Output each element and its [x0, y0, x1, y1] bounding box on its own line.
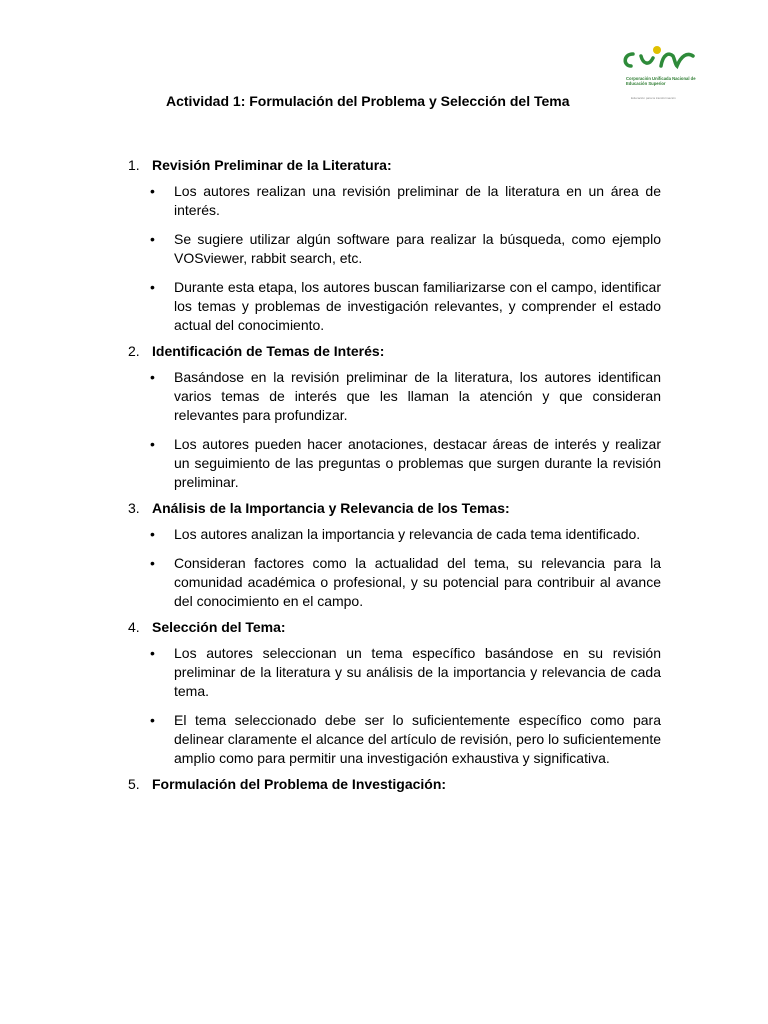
logo-tagline: Educación para la transformación	[631, 96, 676, 100]
list-item	[128, 711, 661, 768]
section-1	[128, 156, 661, 335]
section-number: 2.	[128, 343, 140, 359]
list-item	[128, 644, 661, 701]
list-item	[128, 278, 661, 335]
section-heading-text: Identificación de Temas de Interés:	[152, 343, 385, 359]
bullet-text: Los autores realizan una revisión preliminar de la literatura en un área de interés.	[174, 183, 661, 218]
bullet-text: Los autores pueden hacer anotaciones, destacar áreas de interés y realizar un seguimiento de las preguntas o problemas que surgen durante la revisión preliminar.	[174, 436, 661, 490]
logo-subtitle: Corporación Unificada Nacional de Educación Superior	[626, 76, 696, 86]
logo-yellow-dot	[653, 46, 661, 54]
list-item	[128, 182, 661, 220]
section-heading-text: Análisis de la Importancia y Relevancia de los Temas:	[152, 500, 510, 516]
bullet-icon: •	[150, 555, 155, 571]
bullet-icon: •	[150, 231, 155, 247]
section-number: 1.	[128, 157, 140, 173]
section-2	[128, 342, 661, 492]
list-item	[128, 525, 661, 544]
section-5	[128, 775, 661, 794]
document-body	[128, 156, 661, 801]
bullet-icon: •	[150, 436, 155, 452]
section-number: 3.	[128, 500, 140, 516]
list-item	[128, 230, 661, 268]
section-heading	[128, 156, 661, 175]
section-number: 4.	[128, 619, 140, 635]
section-heading	[128, 342, 661, 361]
section-heading	[128, 499, 661, 518]
bullet-text: Se sugiere utilizar algún software para realizar la búsqueda, como ejemplo VOSviewer, rabbit search, etc.	[174, 231, 661, 266]
bullet-text: Basándose en la revisión preliminar de la literatura, los autores identifican varios temas de interés que les llaman la atención y que consideran relevantes para profundizar.	[174, 369, 661, 423]
bullet-text: Consideran factores como la actualidad del tema, su relevancia para la comunidad académica o profesional, y su potencial para contribuir al avance del conocimiento en el campo.	[174, 555, 661, 609]
bullet-icon: •	[150, 369, 155, 385]
section-heading-text: Selección del Tema:	[152, 619, 286, 635]
section-heading	[128, 775, 661, 794]
cun-logo-mark	[617, 44, 701, 78]
bullet-text: Los autores seleccionan un tema específico basándose en su revisión preliminar de la literatura y su análisis de la importancia y relevancia de cada tema.	[174, 645, 661, 699]
bullet-icon: •	[150, 526, 155, 542]
section-number: 5.	[128, 776, 140, 792]
bullet-icon: •	[150, 645, 155, 661]
section-heading-text: Formulación del Problema de Investigación:	[152, 776, 447, 792]
bullet-icon: •	[150, 183, 155, 199]
bullet-list	[128, 525, 661, 611]
bullet-text: El tema seleccionado debe ser lo suficientemente específico como para delinear claramente el alcance del artículo de revisión, pero lo suficientemente amplio como para permitir una investigación exhaustiva y significativa.	[174, 712, 661, 766]
list-item	[128, 435, 661, 492]
list-item	[128, 554, 661, 611]
bullet-list	[128, 644, 661, 768]
bullet-list	[128, 368, 661, 492]
section-4	[128, 618, 661, 768]
section-3	[128, 499, 661, 611]
section-heading	[128, 618, 661, 637]
bullet-text: Durante esta etapa, los autores buscan familiarizarse con el campo, identificar los temas y problemas de investigación relevantes, y comprender el estado actual del conocimiento.	[174, 279, 661, 333]
page-title: Actividad 1: Formulación del Problema y Selección del Tema	[166, 93, 570, 109]
section-heading-text: Revisión Preliminar de la Literatura:	[152, 157, 392, 173]
bullet-list	[128, 182, 661, 335]
bullet-icon: •	[150, 279, 155, 295]
cun-logo	[617, 44, 701, 104]
bullet-icon: •	[150, 712, 155, 728]
bullet-text: Los autores analizan la importancia y relevancia de cada tema identificado.	[174, 526, 641, 542]
list-item	[128, 368, 661, 425]
